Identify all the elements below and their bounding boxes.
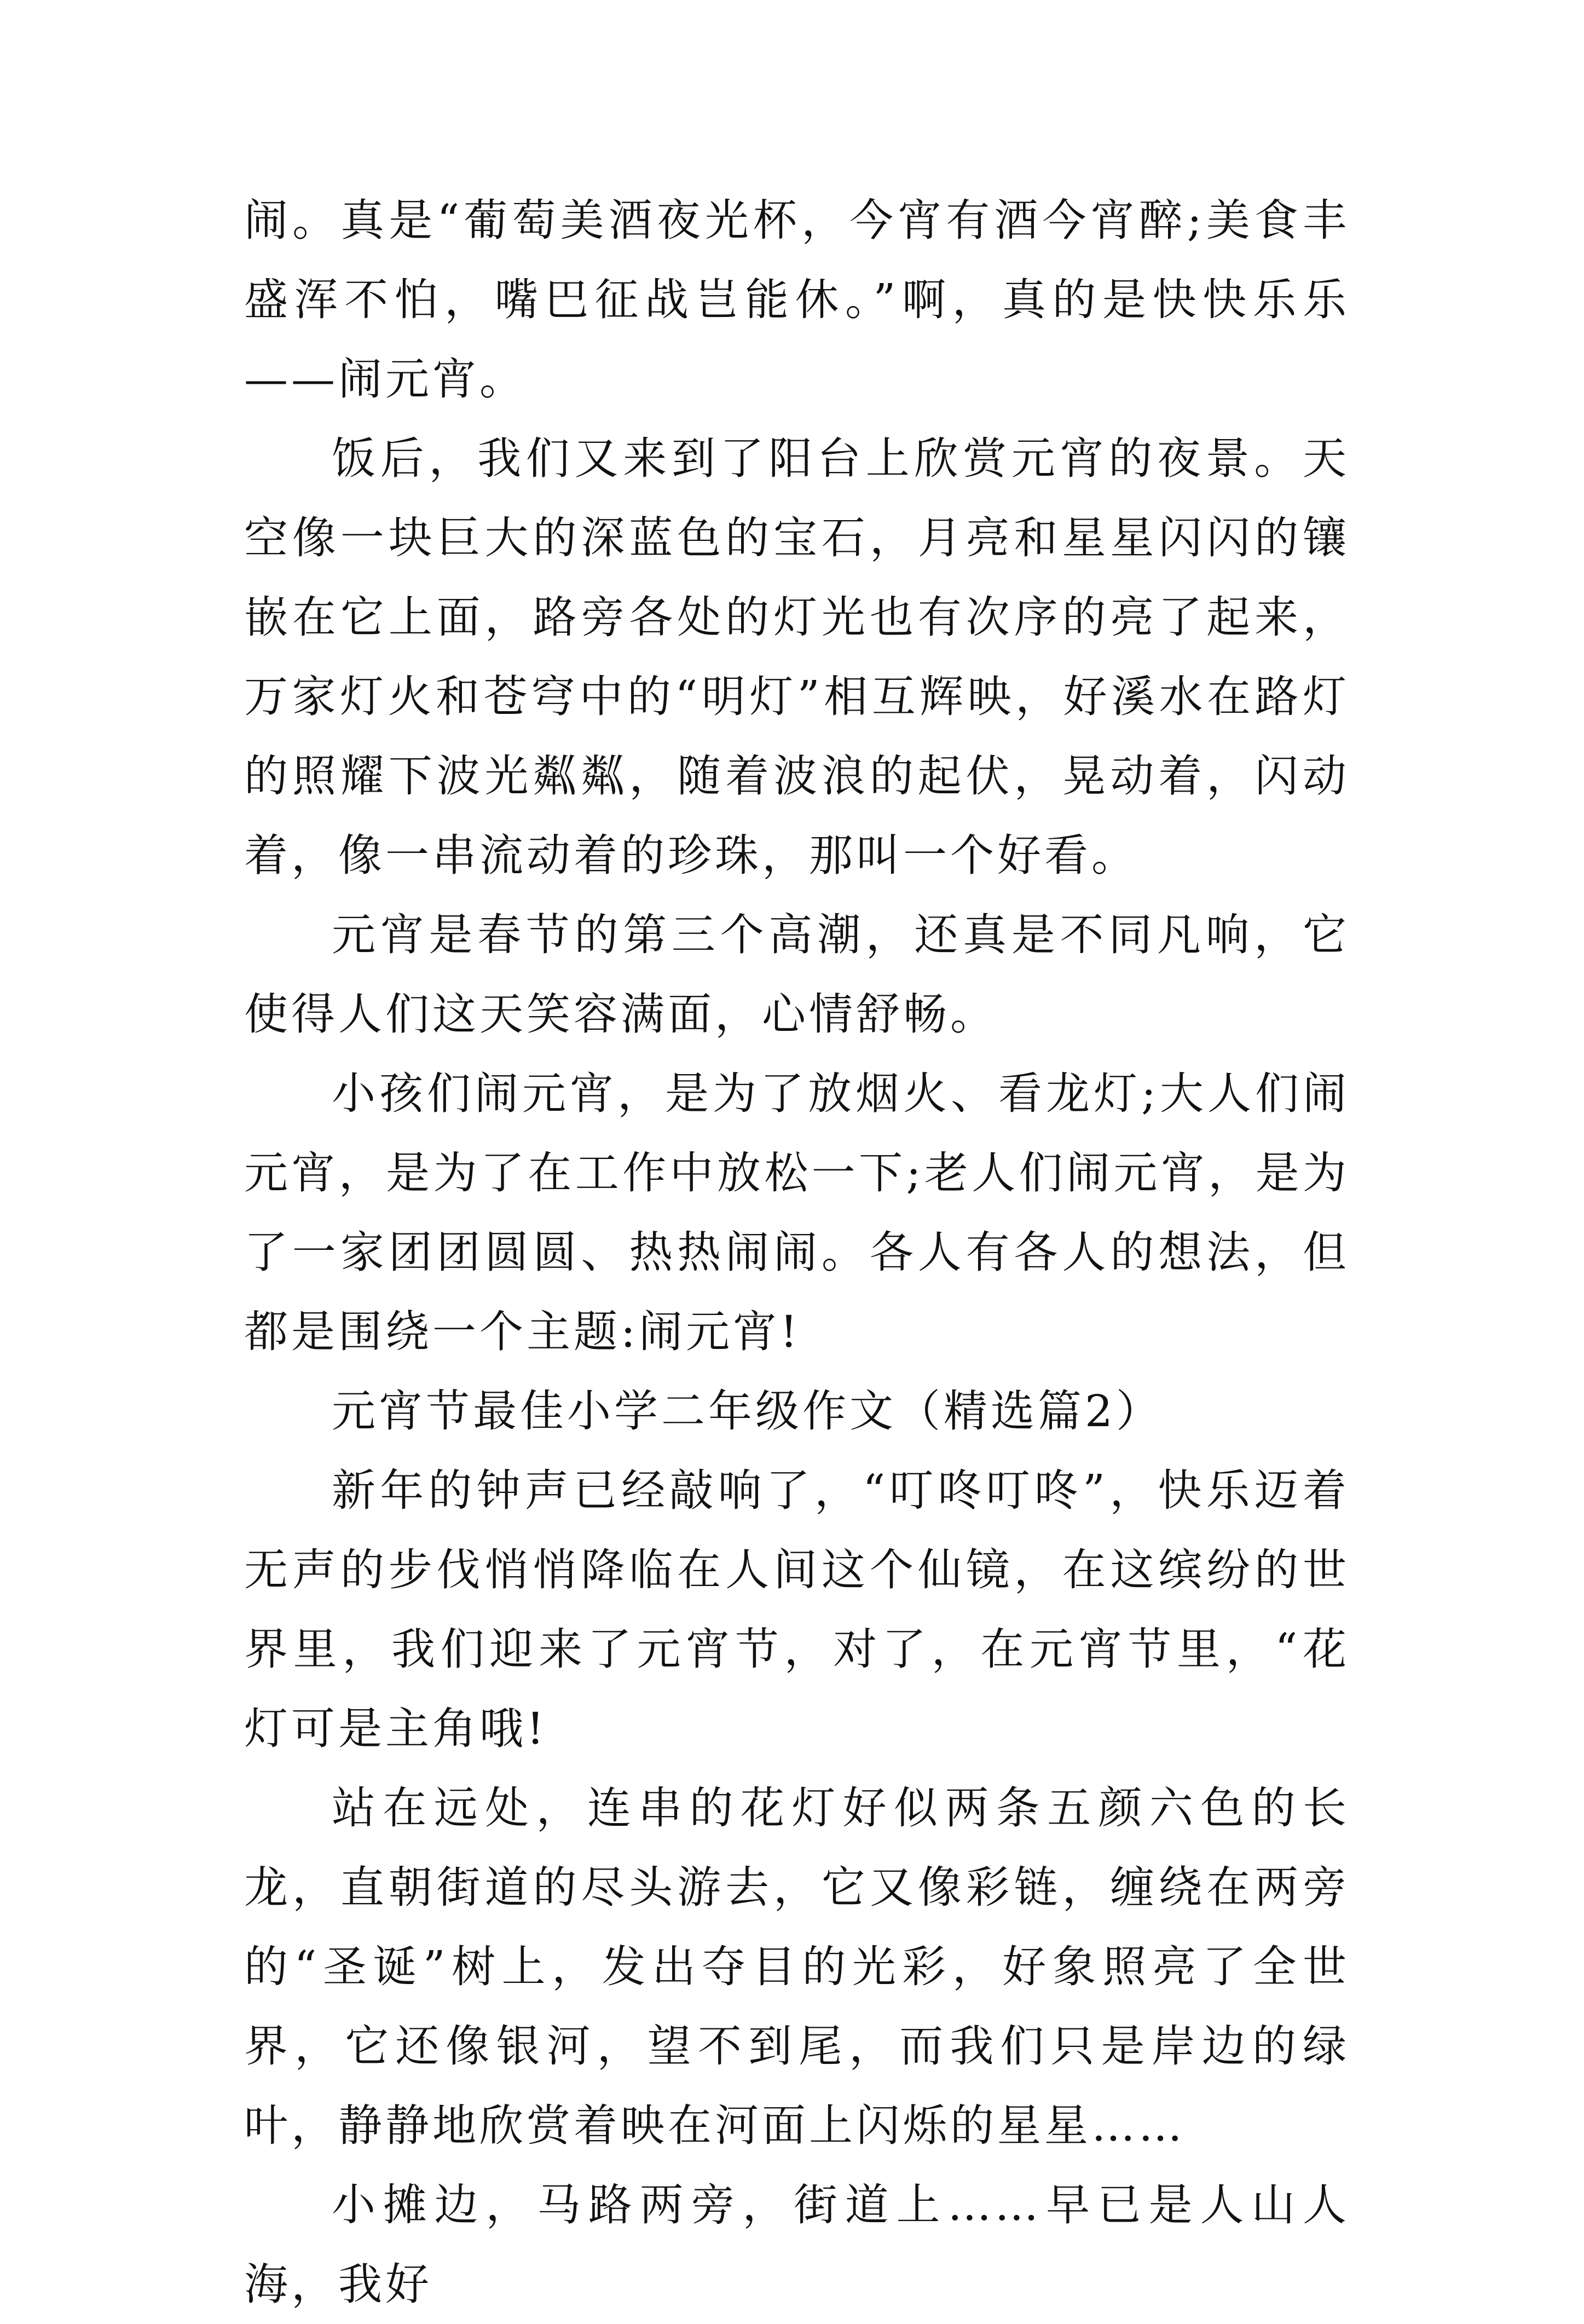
paragraph-continuation: 闹。真是“葡萄美酒夜光杯，今宵有酒今宵醉;美食丰盛浑不怕，嘴巴征战岂能休。”啊，真的是快快乐乐——闹元宵。 [244, 195, 1350, 405]
essay-subtitle: 元宵节最佳小学二年级作文（精选篇2） [332, 1386, 1163, 1437]
article-body [244, 181, 1350, 2324]
paragraph-lanterns: 站在远处，连串的花灯好似两条五颜六色的长龙，直朝街道的尽头游去，它又像彩链，缠绕在两旁的“圣诞”树上，发出夺目的光彩，好象照亮了全世界，它还像银河，望不到尾，而我们只是岸边的绿叶，静静地欣赏着映在河面上闪烁的星星…… [244, 1783, 1350, 2151]
paragraph-third-climax: 元宵是春节的第三个高潮，还真是不同凡响，它使得人们这天笑容满面，心情舒畅。 [244, 909, 1350, 1040]
paragraph-new-year-bell: 新年的钟声已经敲响了，“叮咚叮咚”，快乐迈着无声的步伐悄悄降临在人间这个仙镜，在这缤纷的世界里，我们迎来了元宵节，对了，在元宵节里，“花灯可是主角哦! [244, 1465, 1350, 1754]
paragraph-crowds: 小摊边，马路两旁，街道上……早已是人山人海，我好 [244, 2179, 1350, 2310]
paragraph-celebrate-reasons: 小孩们闹元宵，是为了放烟火、看龙灯;大人们闹元宵，是为了在工作中放松一下;老人们闹元宵，是为了一家团团圆圆、热热闹闹。各人有各人的想法，但都是围绕一个主题:闹元宵! [244, 1068, 1350, 1357]
paragraph-night-view: 饭后，我们又来到了阳台上欣赏元宵的夜景。天空像一块巨大的深蓝色的宝石，月亮和星星闪闪的镶嵌在它上面，路旁各处的灯光也有次序的亮了起来，万家灯火和苍穹中的“明灯”相互辉映，好溪水在路灯的照耀下波光粼粼，随着波浪的起伏，晃动着，闪动着，像一串流动着的珍珠，那叫一个好看。 [244, 433, 1350, 881]
